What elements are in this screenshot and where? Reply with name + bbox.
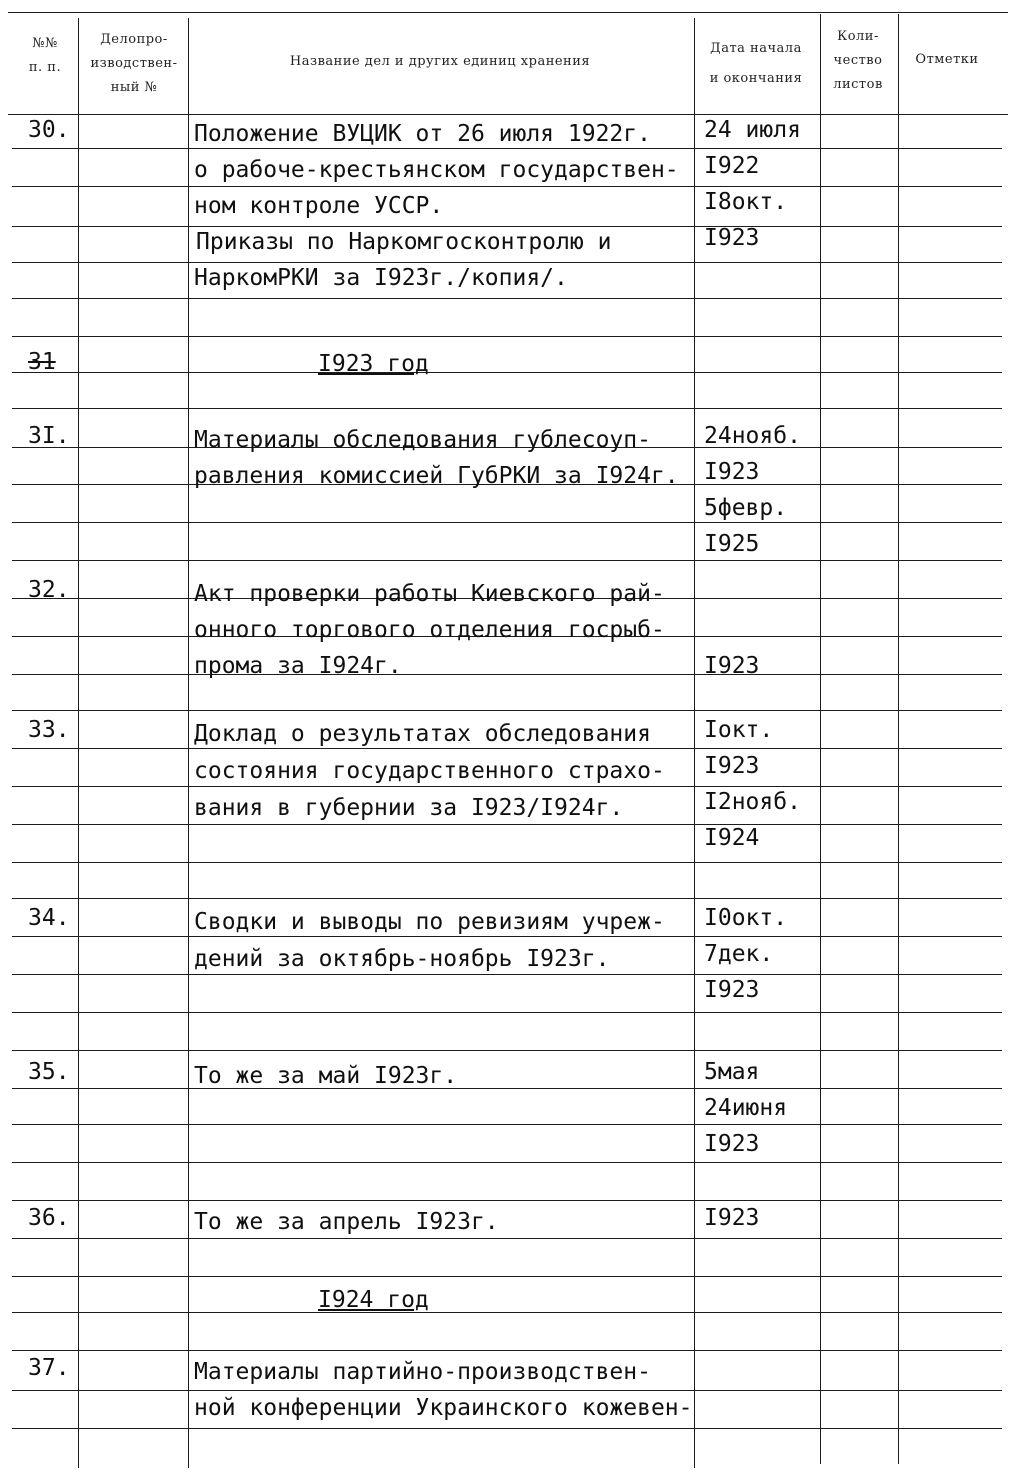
entry-date-line: I923 bbox=[704, 753, 760, 779]
entry-title-line: ном контроле УССР. bbox=[194, 193, 444, 219]
entry-title-line: состояния государственного страхо- bbox=[194, 758, 665, 784]
row-rule bbox=[12, 898, 1002, 899]
entry-title-line: Акт проверки работы Киевского рай- bbox=[194, 581, 665, 607]
entry-date-line: I922 bbox=[704, 153, 760, 179]
entry-number: 31 bbox=[28, 349, 56, 375]
entry-number: 35. bbox=[28, 1059, 70, 1085]
column-rule bbox=[820, 14, 821, 1464]
row-rule bbox=[12, 1276, 1002, 1277]
entry-date-line: 5февр. bbox=[704, 495, 788, 521]
row-rule bbox=[8, 12, 1008, 13]
row-rule bbox=[12, 862, 1002, 863]
row-rule bbox=[12, 1350, 1002, 1351]
entry-date-line: 24 июля bbox=[704, 117, 801, 143]
header-num: №№ п. п. bbox=[28, 36, 62, 75]
entry-title-line: То же за май I923г. bbox=[194, 1063, 458, 1089]
entry-number: 30. bbox=[28, 117, 70, 143]
row-rule bbox=[12, 748, 1002, 749]
entry-date-line: I2нояб. bbox=[704, 789, 801, 815]
row-rule bbox=[12, 522, 1002, 523]
row-rule bbox=[12, 1050, 1002, 1051]
year-heading: I924 год bbox=[318, 1287, 429, 1313]
column-rule bbox=[78, 18, 79, 1468]
entry-date-line: I923 bbox=[704, 653, 760, 679]
row-rule bbox=[12, 408, 1002, 409]
column-rule bbox=[898, 14, 899, 1464]
entry-title-line: ной конференции Украинского кожевен- bbox=[194, 1395, 693, 1421]
row-rule bbox=[12, 560, 1002, 561]
entry-date-line: I923 bbox=[704, 1205, 760, 1231]
row-rule bbox=[12, 1012, 1002, 1013]
row-rule bbox=[12, 1238, 1002, 1239]
entry-title-line: прома за I924г. bbox=[194, 653, 402, 679]
entry-title-line: вания в губернии за I923/I924г. bbox=[194, 795, 624, 821]
row-rule bbox=[12, 186, 1002, 187]
row-rule bbox=[12, 1312, 1002, 1313]
entry-date-line: I924 bbox=[704, 825, 760, 851]
header-title: Название дел и других единиц хранения bbox=[289, 54, 591, 69]
entry-title-line: Доклад о результатах обследования bbox=[194, 721, 651, 747]
entry-number: 32. bbox=[28, 577, 70, 603]
header-notes: Отметки bbox=[915, 52, 979, 67]
row-rule bbox=[12, 336, 1002, 337]
row-rule bbox=[12, 372, 1002, 373]
entry-date-line: I923 bbox=[704, 977, 760, 1003]
entry-date-line: 24нояб. bbox=[704, 423, 801, 449]
row-rule bbox=[12, 786, 1002, 787]
row-rule bbox=[12, 974, 1002, 975]
row-rule bbox=[12, 710, 1002, 711]
entry-title-line: о рабоче-крестьянском государствен- bbox=[194, 157, 679, 183]
entry-title-line: равления комиссией ГубРКИ за I924г. bbox=[194, 463, 679, 489]
entry-date-line: I923 bbox=[704, 1131, 760, 1157]
row-rule bbox=[12, 148, 1002, 149]
entry-title-line: Приказы по Наркомгосконтролю и bbox=[196, 229, 612, 255]
entry-number: 37. bbox=[28, 1355, 70, 1381]
entry-date-line: I923 bbox=[704, 459, 760, 485]
entry-title-line: То же за апрель I923г. bbox=[194, 1209, 499, 1235]
entry-title-line: НаркомРКИ за I923г./копия/. bbox=[194, 265, 568, 291]
entry-date-line: 5мая bbox=[704, 1059, 760, 1085]
row-rule bbox=[12, 1124, 1002, 1125]
entry-date-line: 7дек. bbox=[704, 941, 774, 967]
entry-date-line: I923 bbox=[704, 225, 760, 251]
column-rule bbox=[694, 18, 695, 1468]
entry-title-line: Материалы партийно-производствен- bbox=[194, 1359, 651, 1385]
column-rule bbox=[188, 18, 189, 1468]
row-rule bbox=[12, 674, 1002, 675]
row-rule bbox=[12, 1200, 1002, 1201]
header-sheet-count: Коли- чество листов bbox=[833, 29, 883, 92]
row-rule bbox=[12, 226, 1002, 227]
entry-number: 33. bbox=[28, 717, 70, 743]
row-rule bbox=[8, 114, 1008, 115]
row-rule bbox=[12, 824, 1002, 825]
row-rule bbox=[12, 936, 1002, 937]
entry-title-line: Сводки и выводы по ревизиям учреж- bbox=[194, 909, 665, 935]
entry-date-line: I0окт. bbox=[704, 905, 788, 931]
row-rule bbox=[12, 1162, 1002, 1163]
row-rule bbox=[12, 262, 1002, 263]
entry-date-line: Iокт. bbox=[704, 717, 774, 743]
row-rule bbox=[12, 298, 1002, 299]
header-dates: Дата начала и окончания bbox=[709, 41, 803, 86]
year-heading: I923 год bbox=[318, 351, 429, 377]
header-office-number: Делопро- изводствен- ный № bbox=[90, 32, 178, 95]
entry-title-line: Положение ВУЦИК от 26 июля 1922г. bbox=[194, 121, 651, 147]
entry-date-line: I925 bbox=[704, 531, 760, 557]
entry-title-line: Материалы обследования гублесоуп- bbox=[194, 427, 651, 453]
row-rule bbox=[12, 1088, 1002, 1089]
row-rule bbox=[12, 1390, 1002, 1391]
entry-number: 3I. bbox=[28, 423, 70, 449]
entry-title-line: дений за октябрь-ноябрь I923г. bbox=[194, 946, 610, 972]
entry-title-line: онного торгового отделения госрыб- bbox=[194, 617, 665, 643]
entry-number: 34. bbox=[28, 905, 70, 931]
entry-date-line: 24июня bbox=[704, 1095, 788, 1121]
entry-date-line: I8окт. bbox=[704, 189, 788, 215]
entry-number: 36. bbox=[28, 1205, 70, 1231]
row-rule bbox=[12, 1428, 1002, 1429]
